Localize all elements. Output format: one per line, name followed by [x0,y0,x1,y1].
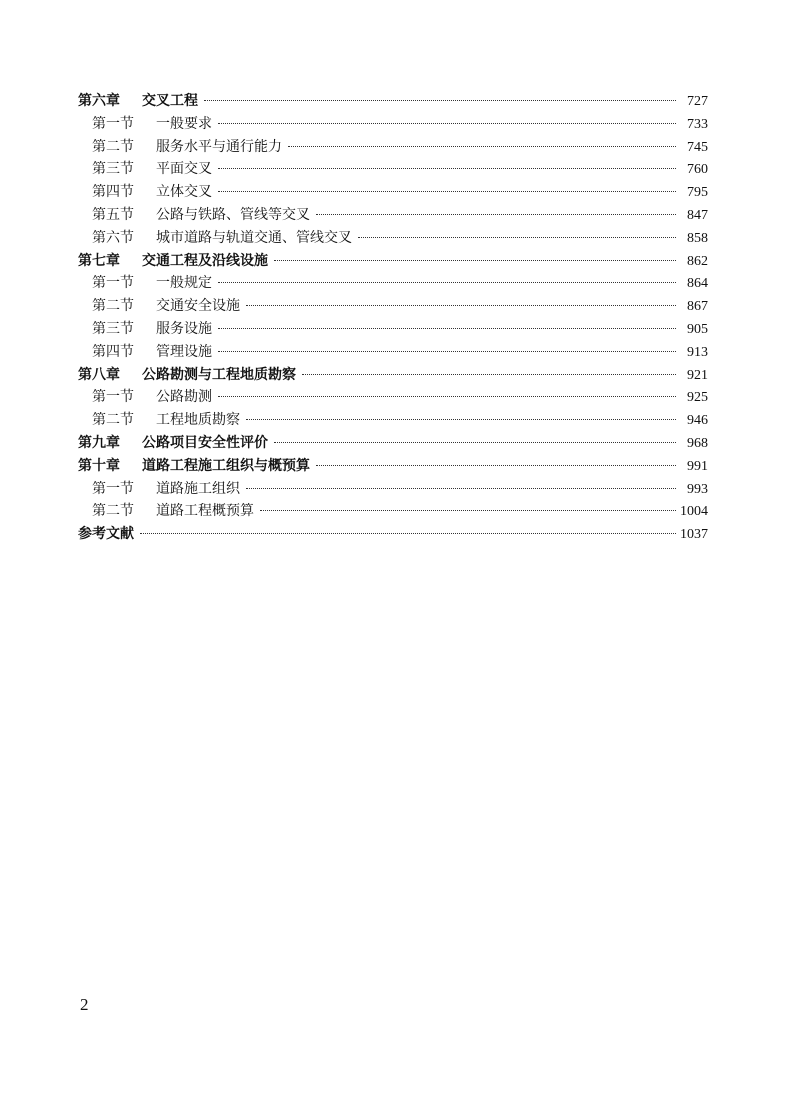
toc-entry-title: 立体交叉 [156,184,212,201]
toc-entry-page: 1037 [680,527,708,543]
toc-references-row[interactable] [78,523,708,546]
dot-leader [288,146,676,147]
toc-entry-title: 服务设施 [156,320,212,337]
toc-entry-page: 993 [687,481,708,497]
toc-entry-title: 公路与铁路、管线等交叉 [156,206,310,223]
toc-entry-page: 864 [687,276,708,292]
toc-section-row[interactable] [78,113,708,136]
toc-entry-page: 795 [687,185,708,201]
toc-entry-page: 905 [687,321,708,337]
toc-entry-title: 道路工程施工组织与概预算 [142,457,310,474]
toc-section-row[interactable] [78,158,708,181]
toc-entry-number: 第八章 [78,366,120,383]
toc-entry-number: 第三节 [92,161,134,178]
toc-entry-title: 一般规定 [156,275,212,292]
toc-entry-number: 第二节 [92,412,134,429]
toc-section-row[interactable] [78,478,708,501]
dot-leader [358,237,676,238]
toc-section-row[interactable] [78,204,708,227]
toc-entry-number: 第六章 [78,93,120,109]
toc-entry-page: 733 [687,116,708,132]
toc-entry-number: 第九章 [78,434,120,451]
toc-section-row[interactable] [78,295,708,318]
toc-entry-title: 管理设施 [156,343,212,360]
toc-entry-page: 1004 [680,504,708,520]
toc-entry-page: 862 [687,253,708,269]
toc-entry-title: 服务水平与通行能力 [156,138,282,155]
dot-leader [218,282,676,283]
dot-leader [218,396,676,397]
dot-leader [316,214,676,215]
table-of-contents [78,90,708,546]
toc-section-row[interactable] [78,386,708,409]
toc-entry-number: 第二节 [92,138,134,155]
toc-entry-page: 847 [687,207,708,223]
dot-leader [302,374,676,375]
toc-entry-number: 第一节 [92,389,134,406]
toc-entry-page: 913 [687,344,708,360]
toc-entry-number: 第七章 [78,252,120,269]
dot-leader [246,419,676,420]
dot-leader [218,123,676,124]
toc-entry-title: 工程地质勘察 [156,412,240,429]
toc-entry-number: 第二节 [92,298,134,315]
toc-entry-number: 第四节 [92,343,134,360]
toc-chapter-row[interactable] [78,455,708,478]
toc-section-row[interactable] [78,341,708,364]
toc-section-row[interactable] [78,409,708,432]
toc-section-row[interactable] [78,181,708,204]
toc-entry-number: 第一节 [92,275,134,292]
toc-entry-number: 第一节 [92,480,134,497]
dot-leader [246,488,676,489]
toc-chapter-row[interactable] [78,90,708,113]
toc-section-row[interactable] [78,500,708,523]
toc-entry-page: 867 [687,299,708,315]
toc-entry-page: 946 [687,413,708,429]
toc-entry-title: 城市道路与轨道交通、管线交叉 [156,229,352,246]
toc-entry-page: 727 [687,94,708,109]
dot-leader [204,100,676,101]
toc-entry-title: 公路项目安全性评价 [142,434,268,451]
toc-entry-page: 921 [687,367,708,383]
toc-entry-title: 道路施工组织 [156,480,240,497]
toc-entry-number: 第六节 [92,229,134,246]
dot-leader [274,260,676,261]
toc-entry-title: 公路勘测与工程地质勘察 [142,366,296,383]
toc-chapter-row[interactable] [78,364,708,387]
toc-entry-page: 991 [687,458,708,474]
toc-entry-page: 925 [687,390,708,406]
toc-entry-page: 745 [687,139,708,155]
toc-section-row[interactable] [78,272,708,295]
dot-leader [246,305,676,306]
dot-leader [218,168,676,169]
dot-leader [260,510,676,511]
toc-entry-number: 第十章 [78,457,120,474]
toc-entry-number: 第五节 [92,206,134,223]
dot-leader [274,442,676,443]
toc-chapter-row[interactable] [78,250,708,273]
toc-entry-number: 第四节 [92,184,134,201]
dot-leader [218,351,676,352]
toc-entry-title: 一般要求 [156,115,212,132]
toc-entry-number: 第一节 [92,115,134,132]
dot-leader [218,328,676,329]
toc-entry-title: 道路工程概预算 [156,503,254,520]
toc-section-row[interactable] [78,136,708,159]
toc-entry-page: 968 [687,435,708,451]
toc-section-row[interactable] [78,227,708,250]
toc-entry-title: 交通安全设施 [156,298,240,315]
toc-section-row[interactable] [78,318,708,341]
toc-entry-page: 760 [687,162,708,178]
toc-entry-title: 交通工程及沿线设施 [142,252,268,269]
dot-leader [316,465,676,466]
dot-leader [218,191,676,192]
toc-entry-page: 858 [687,230,708,246]
toc-entry-number: 第二节 [92,503,134,520]
page-number: 2 [80,995,89,1014]
toc-entry-title: 平面交叉 [156,161,212,178]
toc-entry-number: 第三节 [92,320,134,337]
toc-entry-title: 交叉工程 [142,93,198,109]
toc-chapter-row[interactable] [78,432,708,455]
toc-entry-title: 参考文献 [78,526,134,543]
toc-entry-title: 公路勘测 [156,389,212,406]
dot-leader [140,533,676,534]
